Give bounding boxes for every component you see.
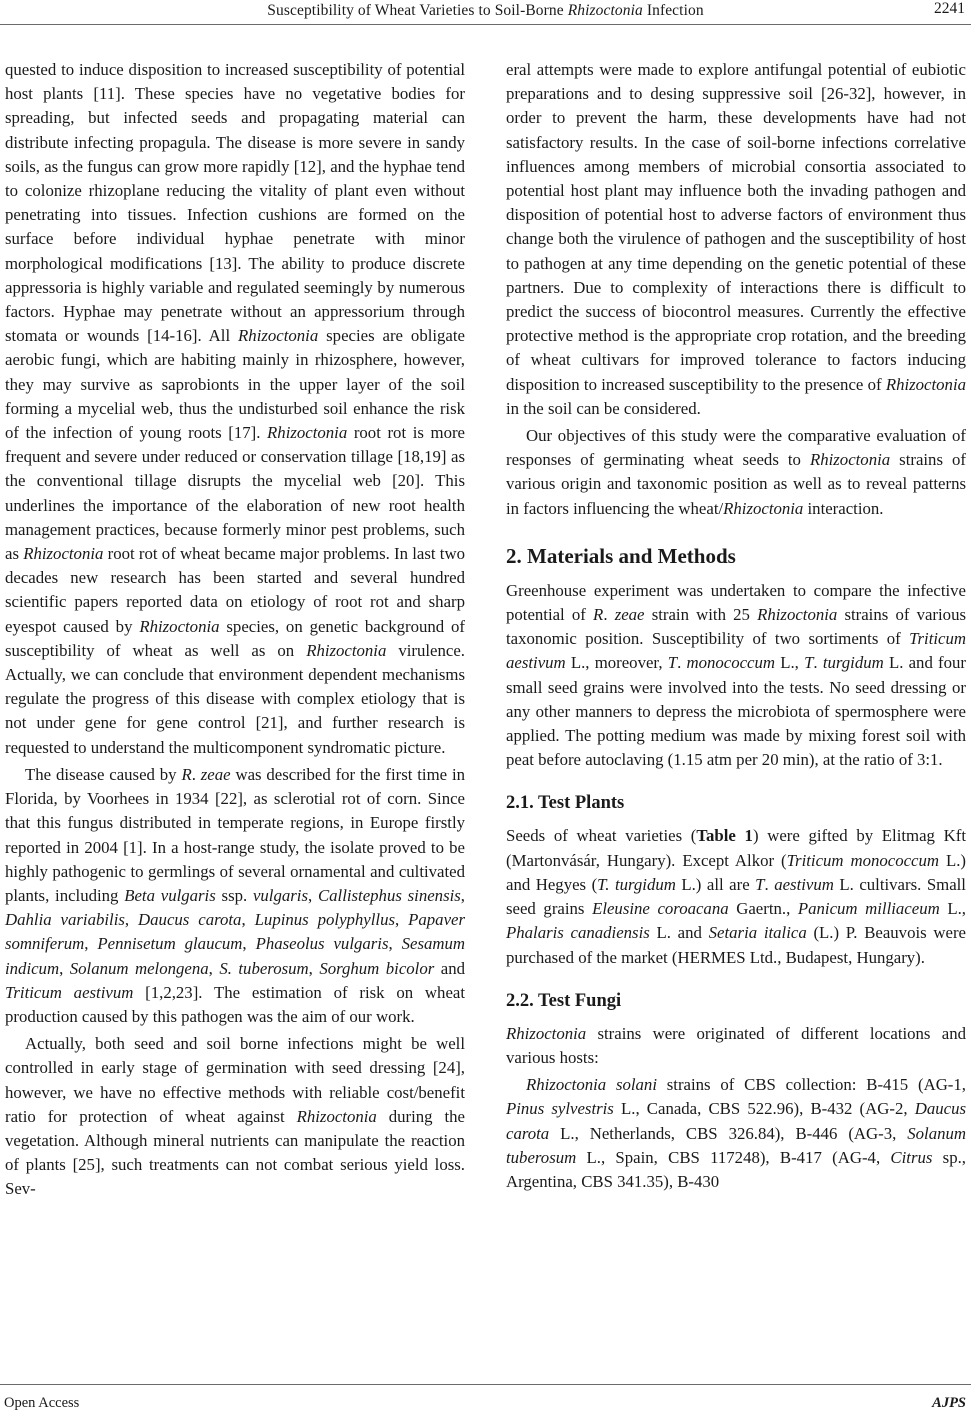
italic-text: Rhizoctonia	[23, 544, 104, 564]
paragraph	[506, 424, 966, 521]
running-header	[0, 0, 971, 24]
text-run: L. and four small seed grains were involved into the tests. No seed dressing or any other manners to depress the microbiota of spermosphere were applied. The potting medium was made by mixing forest soil with peat before autoclaving (1.15 atm per 20 min), at the ratio of 3:1.	[506, 653, 966, 770]
paragraph	[5, 763, 465, 1029]
italic-text: Pennisetum glaucum	[97, 934, 243, 954]
text-run: .	[764, 874, 775, 894]
text-run: Seeds of wheat varieties (	[506, 826, 697, 846]
italic-text: Lupinus polyphyllus	[254, 910, 395, 930]
italic-text: Rhizoctonia	[296, 1106, 377, 1126]
text-run: .	[603, 605, 615, 625]
paragraph	[5, 58, 465, 760]
italic-text: Rhizoctonia	[723, 498, 804, 518]
text-run: ,	[308, 958, 320, 978]
text-run: L.,	[939, 899, 966, 919]
italic-text: aestivum	[774, 874, 834, 894]
italic-text: Rhizoctonia	[139, 616, 220, 636]
text-run: ,	[208, 958, 220, 978]
italic-text: Rhizoctonia solani	[526, 1075, 657, 1095]
text-run: ,	[388, 934, 402, 954]
text-run: L., Canada, CBS 522.96), B-432 (AG-2,	[613, 1099, 915, 1119]
subsection-heading-test-plants: 2.1. Test Plants	[506, 793, 625, 814]
italic-text: Triticum monococcum	[786, 850, 940, 870]
paragraph	[506, 1022, 966, 1070]
italic-text: Phaseolus vulgaris	[255, 934, 389, 954]
paragraph	[506, 1073, 966, 1194]
paragraph	[5, 1032, 465, 1201]
text-run: L.) and Hegyes (	[506, 850, 967, 894]
text-run: Gaertn.,	[728, 899, 798, 919]
text-run: ,	[307, 885, 318, 905]
text-run: sp., Argentina, CBS 341.35), B-430	[506, 1147, 966, 1191]
text-run: ,	[460, 885, 465, 905]
italic-text: zeae	[200, 764, 231, 784]
text-run: L., Netherlands, CBS 326.84), B-446 (AG-3,	[549, 1123, 908, 1143]
italic-text: T	[667, 653, 678, 673]
text-run: ,	[59, 958, 70, 978]
italic-text: R	[593, 605, 604, 625]
text-run: quested to induce disposition to increased susceptibility of potential host plants [11]. These species have no vegetative bodies for spreading, but infected seeds and propagating material can distribute infecting propagula. The disease is more severe in sandy soils, as the fungus can grow more rapidly [12], and the hyphae tend to colonize rhizoplane reducing the vitality of plant even without penetrating into tissues. Infection cushions are formed on the surface before individual hyphae penetrate with minor morphological modifications [13]. The ability to produce discrete appressoria is highly variable and regulated seemingly by numerous factors. Hyphae may penetrate without an appressorium through stomata or wounds [14-16]. All	[5, 60, 465, 346]
text-run: root rot of wheat became major problems. In last two decades new research has been started and several hundred scientific papers reported data on etiology of root rot and sharp eyespot caused by	[5, 544, 465, 636]
italic-text: zeae	[614, 605, 645, 625]
italic-text: Sorghum bicolor	[319, 958, 435, 978]
left-column	[5, 58, 465, 1202]
text-run: interaction.	[803, 498, 884, 518]
italic-text: S. tuberosum	[219, 958, 309, 978]
text-run: .	[191, 764, 201, 784]
text-run: (L.) P. Beauvois were purchased of the market (HERMES Ltd., Budapest, Hungary).	[506, 923, 966, 967]
text-run: ,	[84, 934, 98, 954]
text-run: and	[434, 958, 465, 978]
italic-text: Sesamum indicum	[5, 934, 466, 978]
bold-text: Table 1	[696, 826, 753, 846]
italic-text: Rhizoctonia	[506, 1023, 587, 1043]
italic-text: Dahlia variabilis	[5, 910, 125, 930]
italic-text: Rhizoctonia	[885, 374, 966, 394]
italic-text: Setaria italica	[708, 923, 807, 943]
italic-text: turgidum	[822, 653, 884, 673]
text-run: strains of various origin and taxonomic position as well as to reveal patterns in factors influencing the wheat/	[506, 450, 966, 518]
italic-text: Papaver somniferum	[5, 910, 465, 954]
subsection-heading-test-fungi: 2.2. Test Fungi	[506, 990, 622, 1011]
paragraph	[506, 824, 966, 969]
text-run: virulence. Actually, we can conclude that environment dependent mechanisms regulate the progress of this disease with complex etiology that is not under gene for gene control [21], and further research is requested to understand the multicomponent syndromatic picture.	[5, 640, 465, 757]
footer-open-access: Open Access	[4, 1395, 80, 1411]
italic-text: Citrus	[890, 1147, 933, 1167]
italic-text: R	[181, 764, 192, 784]
text-run: L.,	[775, 653, 805, 673]
italic-text: Rhizoctonia	[238, 326, 319, 346]
text-run: ssp.	[215, 885, 253, 905]
page-number: 2241	[934, 0, 965, 17]
header-rule	[0, 24, 971, 25]
text-run: ,	[241, 910, 255, 930]
running-title-post: Infection	[642, 2, 704, 19]
text-run: Our objectives of this study were the comparative evaluation of responses of germinating wheat seeds to	[506, 426, 966, 470]
italic-text: T	[804, 653, 814, 673]
italic-text: Rhizoctonia	[757, 605, 838, 625]
text-run: strains of CBS collection: B-415 (AG-1,	[656, 1075, 966, 1095]
text-run: Actually, both seed and soil borne infections might be well controlled in early stage of germination with seed dressing [24], however, we have no effective methods with reliable cost/benefit ratio for protection of wheat against	[5, 1034, 465, 1126]
italic-text: Daucus carota	[506, 1099, 966, 1143]
italic-text: Pinus sylvestris	[506, 1099, 614, 1119]
text-run: [1,2,23]. The estimation of risk on wheat production caused by this pathogen was the aim of our work.	[5, 982, 465, 1026]
italic-text: monococcum	[686, 653, 776, 673]
footer-rule	[0, 1384, 971, 1385]
paragraph	[506, 579, 966, 773]
italic-text: Phalaris canadiensis	[506, 923, 650, 943]
running-title-pre: Susceptibility of Wheat Varieties to Soil-Borne	[267, 2, 568, 19]
italic-text: vulgaris	[252, 885, 308, 905]
italic-text: T. turgidum	[597, 874, 676, 894]
italic-text: Rhizoctonia	[809, 450, 891, 470]
text-run: strains were originated of different locations and various hosts:	[506, 1023, 966, 1067]
text-run: L. cultivars. Small seed grains	[506, 874, 966, 919]
text-run: in the soil can be considered.	[506, 398, 701, 418]
text-run: The disease caused by	[25, 764, 182, 784]
text-run: .	[813, 653, 823, 673]
text-run: ,	[242, 934, 256, 954]
italic-text: Solanum tuberosum	[506, 1123, 966, 1167]
section-heading-materials-methods: 2. Materials and Methods	[506, 543, 736, 568]
italic-text: Solanum melongena	[69, 958, 209, 978]
italic-text: Daucus carota	[138, 910, 242, 930]
footer-journal: AJPS	[932, 1395, 966, 1411]
italic-text: Rhizoctonia	[306, 640, 387, 660]
text-run: ) were gifted by Elitmag Kft (Martonvásár, Hungary). Except Alkor (	[506, 826, 966, 870]
running-title-italic: Rhizoctonia	[567, 2, 643, 19]
italic-text: Triticum aestivum	[5, 982, 134, 1002]
italic-text: Eleusine coroacana	[592, 899, 729, 919]
text-run: ,	[395, 910, 409, 930]
text-run: was described for the first time in Florida, by Voorhees in 1934 [22], as sclerotial rot of corn. Since that this fungus distributed in temperate regions, in Europe firstly reported in 2004 [1]. In a host-range study, the isolate proved to be highly pathogenic to germlings of several ornamental and cultivated plants, including	[5, 764, 465, 905]
text-run: species, on genetic background of susceptibility of wheat as well as on	[5, 616, 465, 660]
text-run: strain with 25	[644, 605, 758, 625]
italic-text: Rhizoctonia	[267, 423, 348, 443]
italic-text: Beta vulgaris	[124, 885, 216, 905]
text-run: Greenhouse experiment was undertaken to compare the infective potential of	[506, 580, 966, 625]
text-run: during the vegetation. Although mineral nutrients can manipulate the reaction of plants [25], such treatments can not combat serious yield loss. Sev-	[5, 1106, 465, 1199]
italic-text: T	[755, 874, 765, 894]
text-run: .	[677, 653, 687, 673]
text-run: L.) all are	[675, 874, 756, 894]
text-run: L. and	[649, 923, 709, 943]
text-run: L., moreover,	[565, 653, 668, 673]
text-run: species are obligate aerobic fungi, which are habiting mainly in rhizosphere, however, they may survive as saprobionts in the upper layer of the soil forming a mycelial web, thus the undisturbed soil enhance the risk of the infection of young roots [17].	[5, 326, 465, 443]
paragraph	[506, 58, 966, 421]
italic-text: Triticum aestivum	[506, 629, 966, 673]
text-run: root rot is more frequent and severe under reduced or conservation tillage [18,19] as the conventional tillage disrupts the mycelial web [20]. This underlines the importance of the elaboration of new root health management practices, because formerly minor pest problems, such as	[5, 423, 465, 564]
text-run: L., Spain, CBS 117248), B-417 (AG-4,	[576, 1147, 891, 1167]
italic-text: Panicum milliaceum	[797, 899, 940, 919]
text-run: strains of various taxonomic position. Susceptibility of two sortiments of	[506, 605, 966, 649]
text-run: eral attempts were made to explore antifungal potential of eubiotic preparations and to desing suppressive soil [26-32], however, in order to prevent the harm, these developments have had not satisfactory results. In the case of soil-borne infections correlative influences among members of microbial consortia associated to potential host plant may influence both the invading pathogen and disposition of potential host to adverse factors of environment thus change both the virulence of pathogen and the susceptibility of host to pathogen at any time depending on the genetic potential of these partners. Due to complexity of interactions there is difficult to predict the success of biocontrol measures. Currently the effective protective method is the appropriate crop rotation, and the breeding of wheat cultivars for improved tolerance to factors inducing disposition to increased susceptibility to the presence of	[506, 60, 966, 394]
text-run: ,	[124, 910, 139, 930]
italic-text: Callistephus sinensis	[317, 885, 461, 905]
running-title	[0, 2, 971, 20]
right-column	[506, 58, 966, 1194]
